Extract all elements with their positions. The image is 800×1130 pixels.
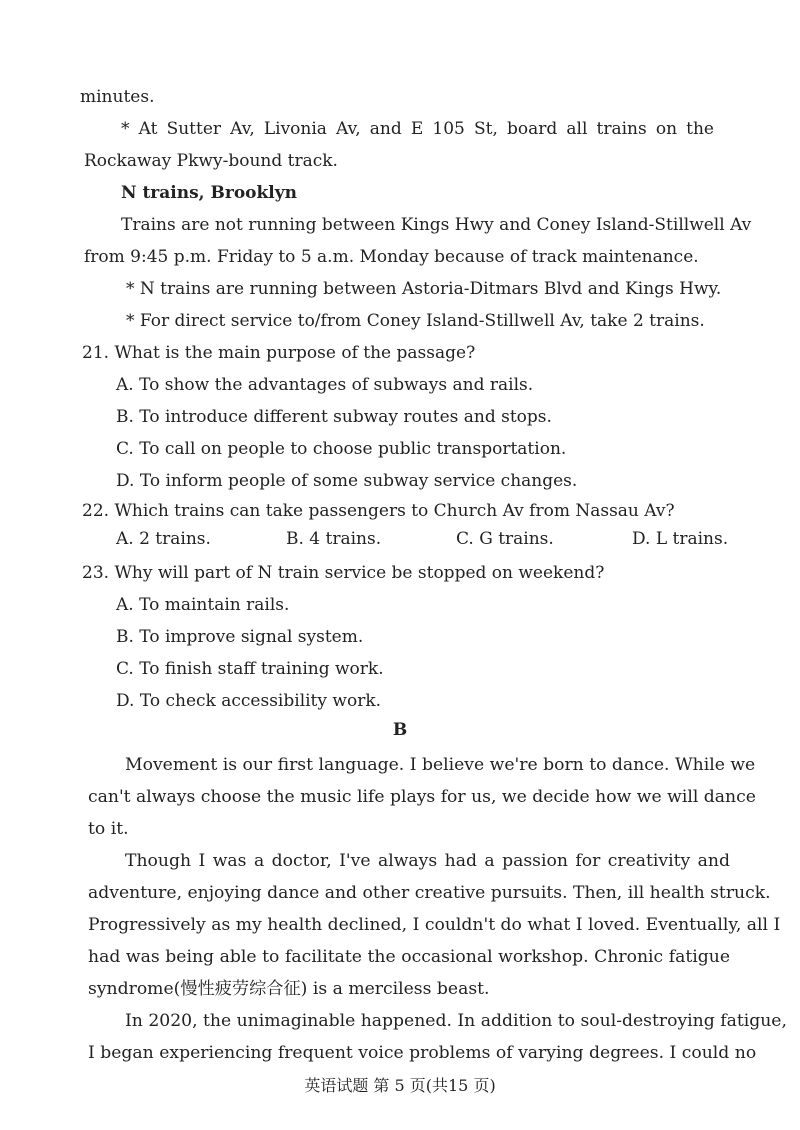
bullet-sutter-line1: * At Sutter Av, Livonia Av, and E 105 St, board all trains on the (121, 119, 714, 139)
para1-line2: can't always choose the music life plays for us, we decide how we will dance (88, 787, 756, 807)
question-22-option-d: D. L trains. (632, 529, 729, 549)
para3-line1: In 2020, the unimaginable happened. In addition to soul-destroying fatigue, (125, 1011, 787, 1031)
question-23-option-d: D. To check accessibility work. (116, 691, 382, 711)
para2-line5: syndrome(慢性疲劳综合征) is a merciless beast. (88, 979, 490, 999)
para1-line3: to it. (88, 819, 129, 839)
question-23-option-c: C. To finish staff training work. (116, 659, 384, 679)
question-23-option-b: B. To improve signal system. (116, 627, 364, 647)
para3-line2: I began experiencing frequent voice problems of varying degrees. I could no (88, 1043, 757, 1063)
question-22-option-b: B. 4 trains. (286, 529, 382, 549)
question-21-option-a: A. To show the advantages of subways and rails. (116, 375, 534, 395)
para2-line4: had was being able to facilitate the occasional workshop. Chronic fatigue (88, 947, 730, 967)
text-line-minutes: minutes. (80, 87, 155, 107)
n-trains-bullet1: * N trains are running between Astoria-Ditmars Blvd and Kings Hwy. (126, 279, 722, 299)
n-trains-heading: N trains, Brooklyn (121, 183, 297, 203)
question-23-option-a: A. To maintain rails. (116, 595, 290, 615)
page-footer: 英语试题 第 5 页(共15 页) (304, 1076, 496, 1095)
question-23-stem: 23. Why will part of N train service be stopped on weekend? (82, 563, 605, 583)
section-b-label: B (392, 720, 408, 740)
question-22-option-c: C. G trains. (456, 529, 554, 549)
para1-line1: Movement is our first language. I believe we're born to dance. While we (125, 755, 756, 775)
n-trains-para-line2: from 9:45 p.m. Friday to 5 a.m. Monday because of track maintenance. (84, 247, 699, 267)
n-trains-para-line1: Trains are not running between Kings Hwy and Coney Island-Stillwell Av (121, 215, 752, 235)
question-22-options (0, 528, 800, 552)
para2-line1: Though I was a doctor, I've always had a passion for creativity and (125, 851, 730, 871)
n-trains-bullet2: * For direct service to/from Coney Island-Stillwell Av, take 2 trains. (126, 311, 705, 331)
question-22-stem: 22. Which trains can take passengers to Church Av from Nassau Av? (82, 501, 675, 521)
question-21-option-b: B. To introduce different subway routes and stops. (116, 407, 552, 427)
question-21-option-d: D. To inform people of some subway service changes. (116, 471, 578, 491)
para2-line3: Progressively as my health declined, I couldn't do what I loved. Eventually, all I (88, 915, 781, 935)
question-22-option-a: A. 2 trains. (116, 529, 211, 549)
question-21-option-c: C. To call on people to choose public transportation. (116, 439, 567, 459)
bullet-sutter-line2: Rockaway Pkwy-bound track. (84, 151, 338, 171)
question-21-stem: 21. What is the main purpose of the passage? (82, 343, 476, 363)
para2-line2: adventure, enjoying dance and other creative pursuits. Then, ill health struck. (88, 883, 771, 903)
